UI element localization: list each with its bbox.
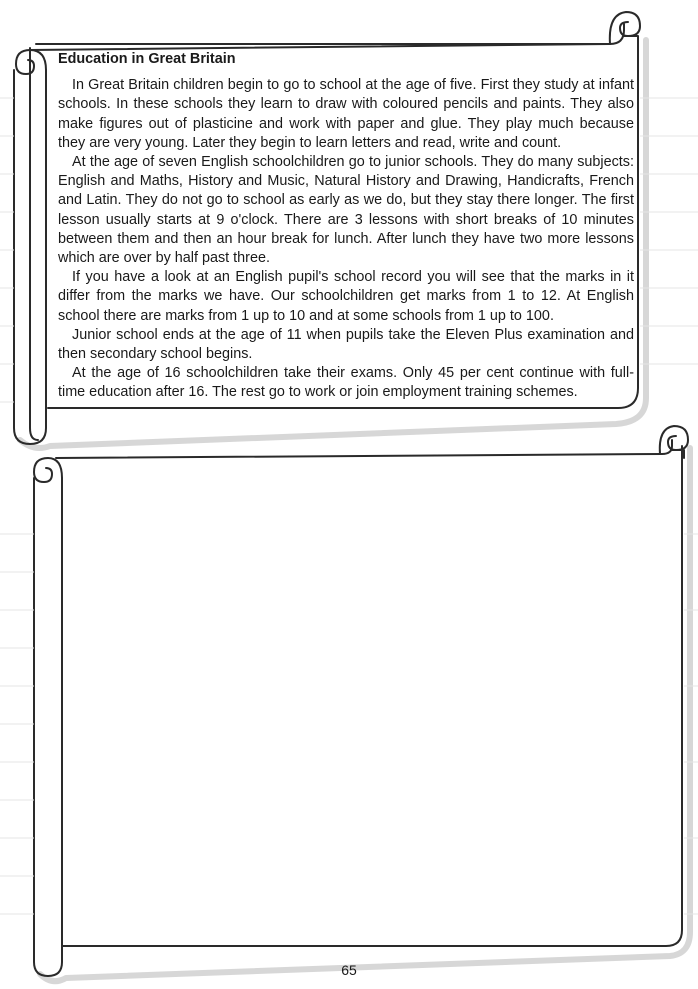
page-number: 65 <box>341 962 357 978</box>
article-paragraph: In Great Britain children begin to go to school at the age of five. First they study at infant schools. In these schools they learn to draw with coloured pencils and paints. They also make figures out of plasticine and work with paper and glue. They play much because they are very young. Later they begin to learn letters and read, write and count. <box>58 77 634 151</box>
article-paragraph: At the age of 16 schoolchildren take their exams. Only 45 per cent continue with full-time education after 16. The rest go to work or join employment training schemes. <box>58 365 634 401</box>
article-paragraph: At the age of seven English schoolchildren go to junior schools. They do many subjects: English and Maths, History and Music, Natural History and Drawing, Handicrafts, French and Latin. They do not go to school as early as we do, but they stay there longer. The first lesson usually starts at 9 o'clock. There are 3 lessons with short breaks of 10 minutes between them and then an hour break for lunch. After lunch they have two more lessons which are over by half past three. <box>58 154 634 267</box>
article-title: Education in Great Britain <box>58 51 236 67</box>
article <box>58 50 634 403</box>
bottom-scroll <box>34 426 690 981</box>
article-paragraph: Junior school ends at the age of 11 when pupils take the Eleven Plus examination and then secondary school begins. <box>58 326 634 363</box>
article-paragraph: If you have a look at an English pupil's school record you will see that the marks in it differ from the marks we have. Our schoolchildren get marks from 1 to 12. At English school there are marks from 1 up to 10 and at some schools from 1 up to 100. <box>58 269 634 324</box>
